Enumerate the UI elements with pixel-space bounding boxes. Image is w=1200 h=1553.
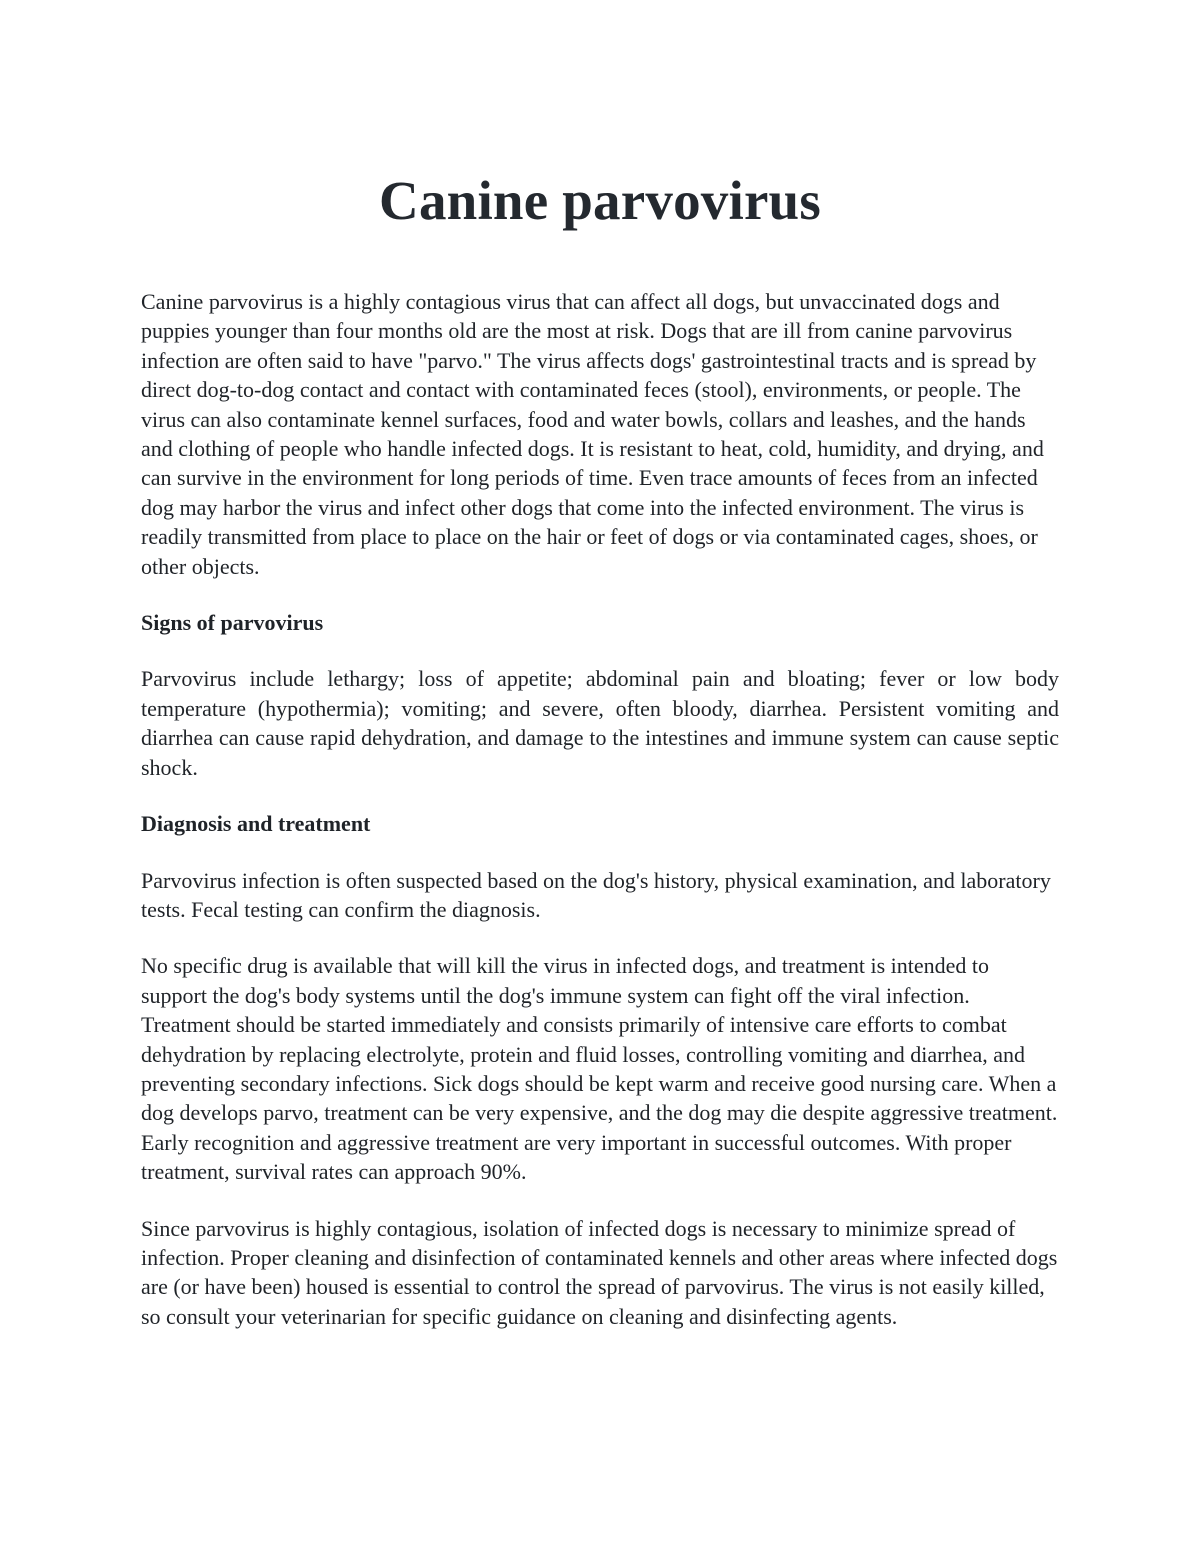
diagnosis-paragraph: Parvovirus infection is often suspected based on the dog's history, physical examination, and laboratory tests. Fecal testing can confirm the diagnosis. (141, 867, 1051, 922)
document-title: Canine parvovirus (379, 170, 821, 231)
document-body (141, 165, 1059, 1331)
signs-paragraph: Parvovirus include lethargy; loss of appetite; abdominal pain and bloating; fever or low body temperature (hypothermia); vomiting; and severe, often bloody, diarrhea. Persistent vomiting and diarrhea can cause rapid dehydration, and damage to the intestines and immune system can cause septic shock. (141, 666, 1059, 780)
isolation-paragraph: Since parvovirus is highly contagious, isolation of infected dogs is necessary to minimize spread of infection. Proper cleaning and disinfection of contaminated kennels and other areas where infected dogs are (or have been) housed is essential to control the spread of parvovirus. The virus is not easily killed, so consult your veterinarian for specific guidance on cleaning and disinfecting agents. (141, 1215, 1058, 1329)
diagnosis-heading: Diagnosis and treatment (141, 811, 371, 837)
treatment-paragraph: No specific drug is available that will kill the virus in infected dogs, and treatment is intended to support the dog's body systems until the dog's immune system can fight off the viral infection. Treatment should be started immediately and consists primarily of intensive care efforts to combat dehydration by replacing electrolyte, protein and fluid losses, controlling vomiting and diarrhea, and preventing secondary infections. Sick dogs should be kept warm and receive good nursing care. When a dog develops parvo, treatment can be very expensive, and the dog may die despite aggressive treatment. Early recognition and aggressive treatment are very important in successful outcomes. With proper treatment, survival rates can approach 90%. (141, 953, 1058, 1185)
signs-heading: Signs of parvovirus (141, 610, 324, 636)
intro-paragraph: Canine parvovirus is a highly contagious virus that can affect all dogs, but unvaccinated dogs and puppies younger than four months old are the most at risk. Dogs that are ill from canine parvovirus infection are often said to have "parvo." The virus affects dogs' gastrointestinal tracts and is spread by direct dog-to-dog contact and contact with contaminated feces (stool), environments, or people. The virus can also contaminate kennel surfaces, food and water bowls, collars and leashes, and the hands and clothing of people who handle infected dogs. It is resistant to heat, cold, humidity, and drying, and can survive in the environment for long periods of time. Even trace amounts of feces from an infected dog may harbor the virus and infect other dogs that come into the infected environment. The virus is readily transmitted from place to place on the hair or feet of dogs or via contaminated cages, shoes, or other objects. (141, 289, 1044, 579)
